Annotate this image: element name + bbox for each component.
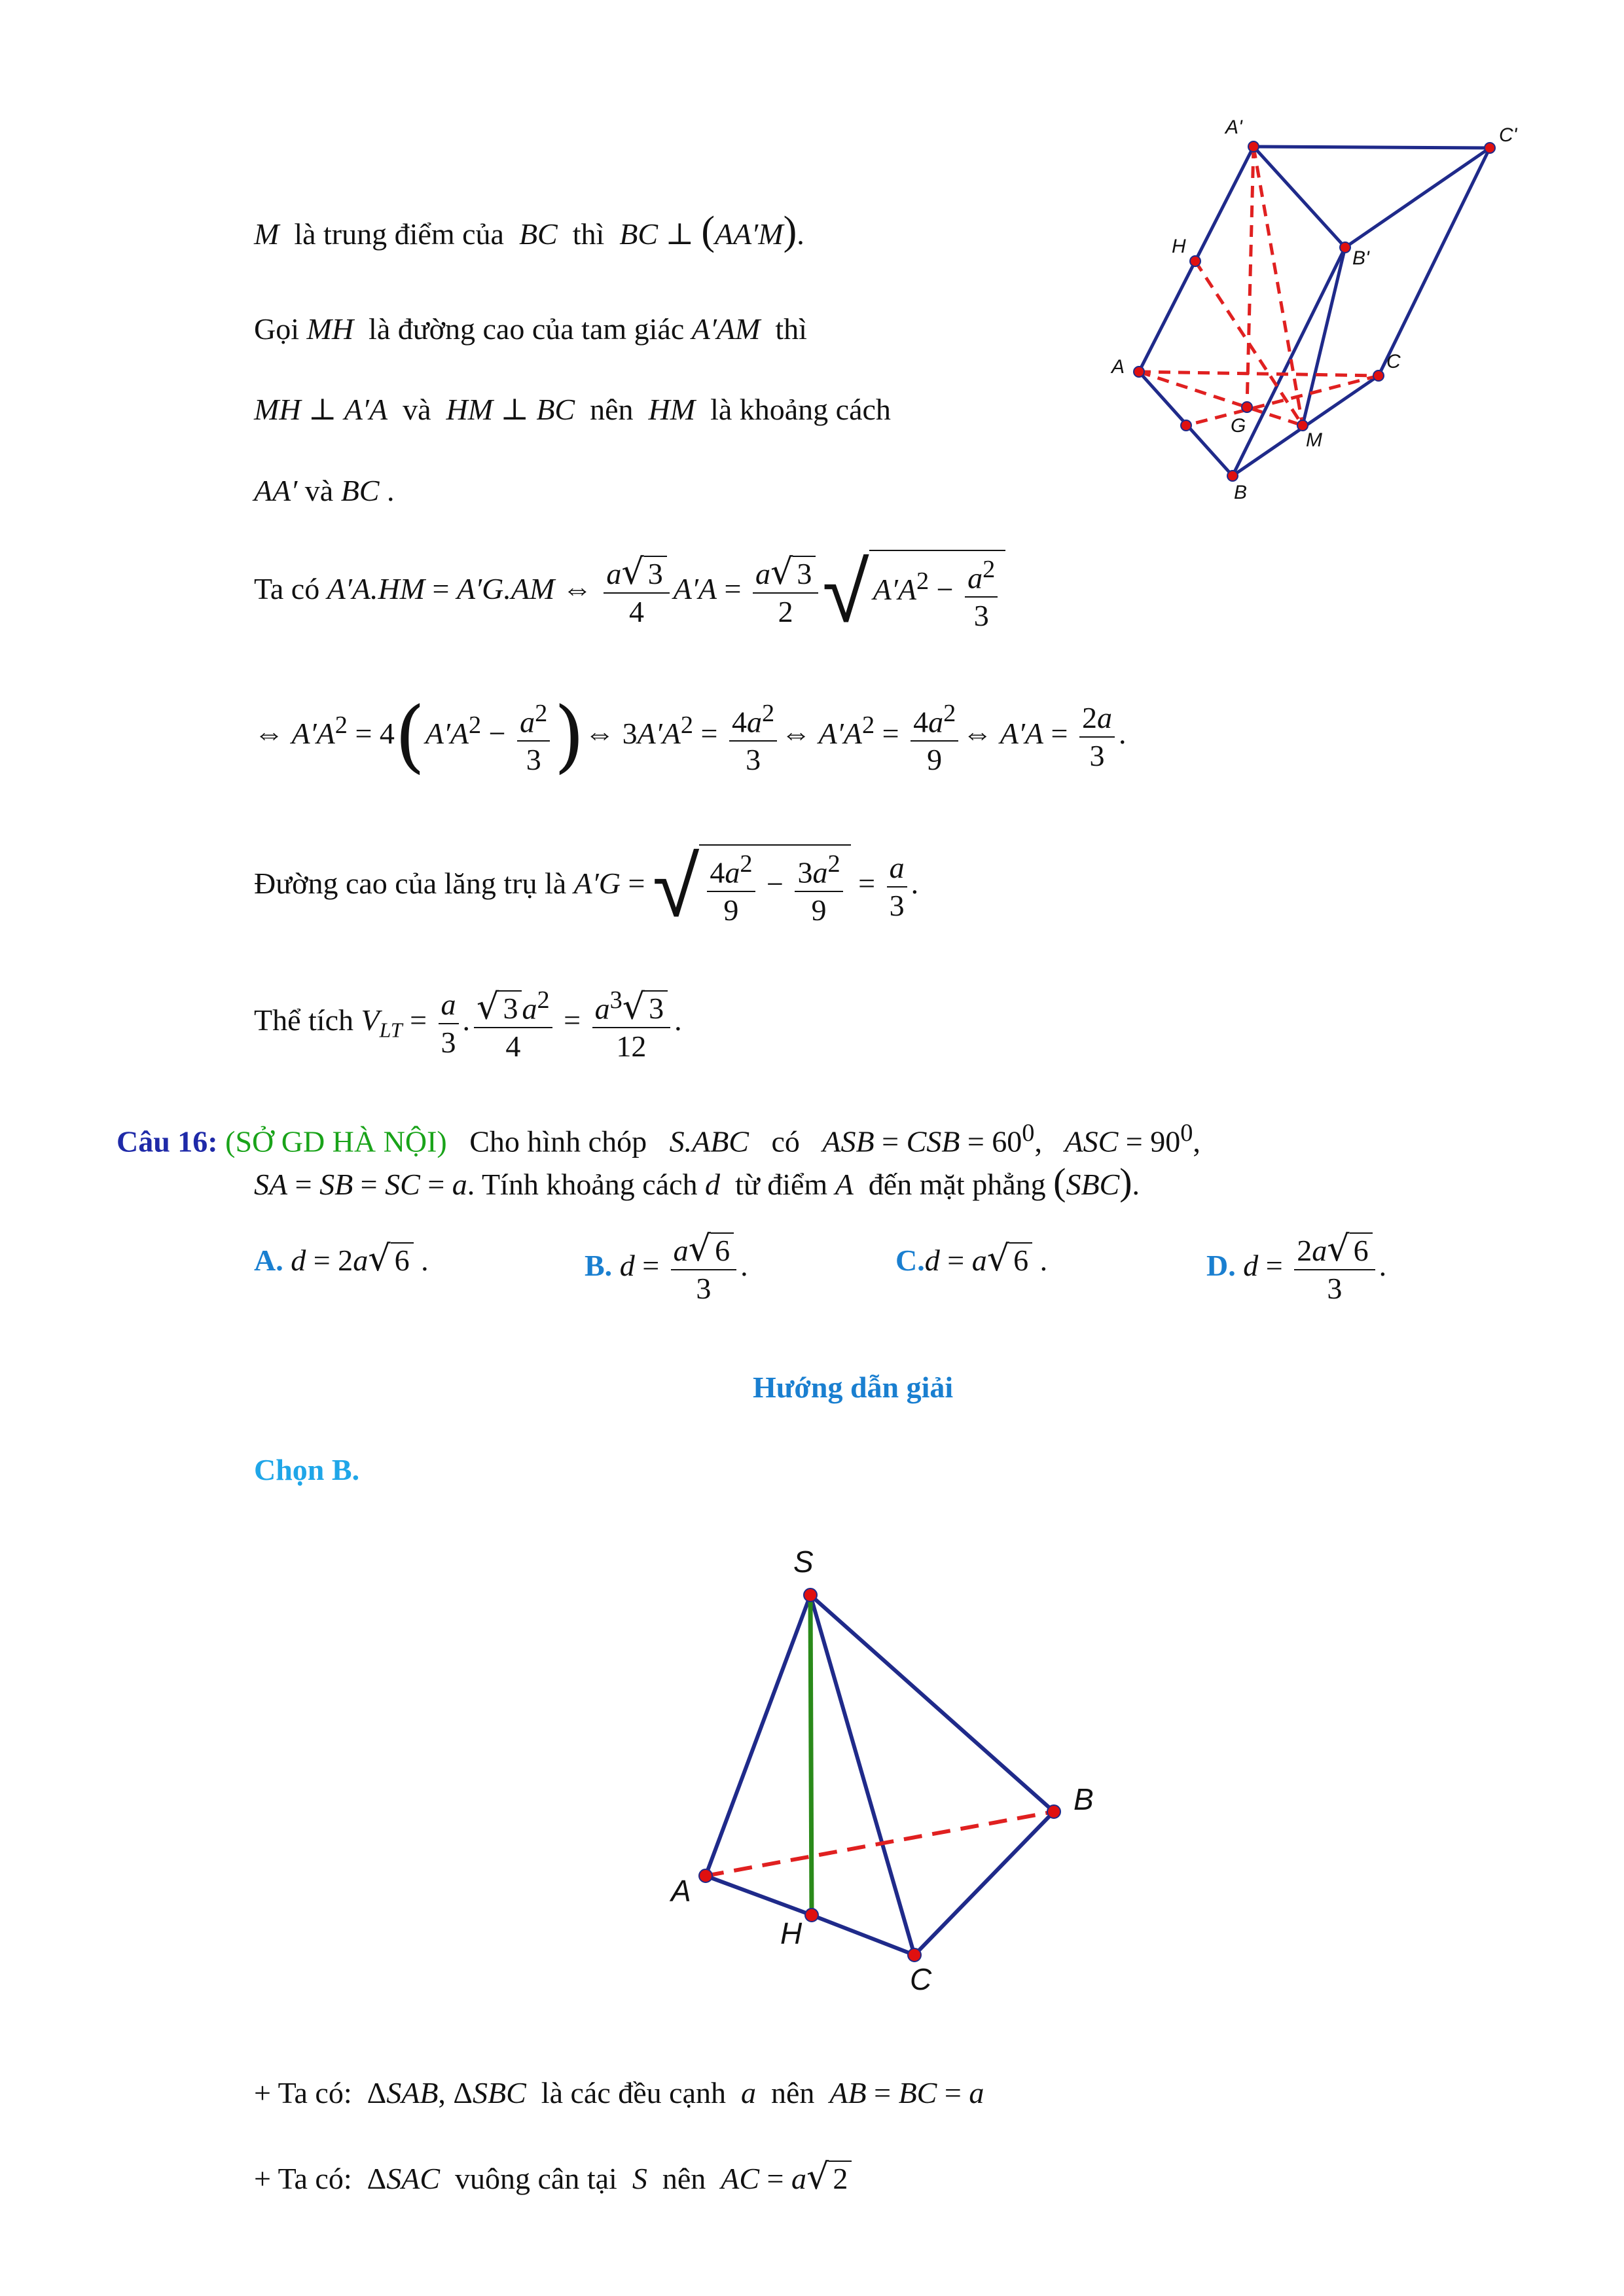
edge-s-a [706,1595,810,1876]
label-h: H [780,1916,803,1950]
label-c: C [1386,351,1401,372]
label-c: C [910,1962,932,1996]
label-a: A [1111,356,1125,378]
point-c [908,1948,921,1962]
height-s-h [810,1595,812,1915]
point-a1 [1248,141,1259,152]
label-b: B [1234,482,1248,503]
edge-h-c [812,1915,914,1955]
pyramid-figure [648,1525,1119,1996]
point-h [1190,256,1200,266]
equation-area: Ta có A′A.HM = A′G.AM ⇔ $\frac{a√ 3}{4}$ A′A = $\frac{a√ 3}{2}$ √ $A'A^2$ − $\frac{a^2}{3}$ [254,550,1005,634]
equation-height: Đường cao của lăng trụ là A′G = √ $\frac{4a^2}{9}$ − $\frac{3a^2}{9}$ = $\frac{a}{3}$ . [254,836,919,937]
label-c1: C' [1499,124,1517,146]
label-m: M [1306,429,1322,451]
line-aa-bc: AA′ và BC . [254,474,395,507]
point-a [1134,367,1144,377]
label-b1: B' [1352,247,1369,269]
edge-b1-b [1233,247,1345,476]
dash-a1-g [1247,147,1254,407]
line-perpendicular: MH ⊥ A′A và HM ⊥ BC nên HM là khoảng cách [254,393,891,426]
point-ab-mid [1181,420,1191,431]
option-d[interactable]: D. d = $\frac{2a√ 6}{3}$ . [1206,1228,1387,1305]
point-g [1242,402,1252,412]
point-b [1227,471,1238,481]
point-s [804,1588,817,1602]
edge-a1-c1 [1254,147,1490,148]
label-h: H [1172,236,1186,257]
edge-s-c [810,1595,914,1955]
label-s: S [793,1545,814,1579]
edge-b1-m [1303,247,1345,425]
line-midpoint: M là trung điểm của BC thì BC ⊥ (AA′M). [254,209,804,253]
answer-choice: Chọn B. [254,1453,360,1486]
label-b: B [1074,1782,1094,1816]
dash-c-mid [1186,376,1379,425]
label-a1: A' [1225,117,1242,138]
label-g: G [1231,415,1246,437]
point-c1 [1485,143,1495,153]
prism-figure [1080,105,1558,511]
edge-a-h [706,1876,812,1915]
point-c [1373,370,1384,381]
note-equilateral: + Ta có: ΔSAB, ΔSBC là các đều cạnh a nên AB = BC = a [254,2076,984,2109]
note-isosceles-right: + Ta có: ΔSAC vuông cân tại S nên AC = a√ 2 [254,2159,852,2197]
equation-chain: ⇔ $A'A^2 = 4(A'A^2$ − $\frac{a^2}{3}$ )⇔ $3A'A^2$ = $\frac{4a^2}{3}$ ⇔ $A'A^2$ = $\frac{4a^2}{9}$ ⇔ A′A = $\frac{2a}{3}$ . [254,691,1127,782]
point-b [1047,1805,1060,1818]
guide-title: Hướng dẫn giải [753,1371,954,1404]
option-a[interactable]: A. d = 2a√ 6 . [254,1238,429,1279]
question-16-line2: SA = SB = SC = a. Tính khoảng cách d từ điểm A đến mặt phẳng (SBC). [254,1160,1140,1203]
equation-volume: Thể tích $V_{LT}$ = $\frac{a}{3}$ . $\frac{√ 3 a^2}{4}$ = $\frac{a^3√ 3}{12}$ . [254,982,682,1065]
edge-s-b [810,1595,1054,1812]
option-b[interactable]: B. d = $\frac{a√ 6}{3}$ . [585,1228,748,1305]
point-h [805,1909,818,1922]
question-16: Câu 16: (SỞ GD HÀ NỘI) Cho hình chóp S.ABC có ASB = CSB = $60^0$, ASC = $90^0$, [117,1119,1200,1158]
point-a [699,1869,712,1882]
point-b1 [1340,242,1350,253]
option-c[interactable]: C.d = a√ 6 . [895,1238,1048,1279]
line-altitude: Gọi MH là đường cao của tam giác A′AM thì [254,312,807,346]
dash-a-c [1139,372,1379,376]
edge-c1-c [1379,148,1490,376]
label-a: A [671,1874,691,1908]
edge-c1-b1 [1345,148,1490,247]
